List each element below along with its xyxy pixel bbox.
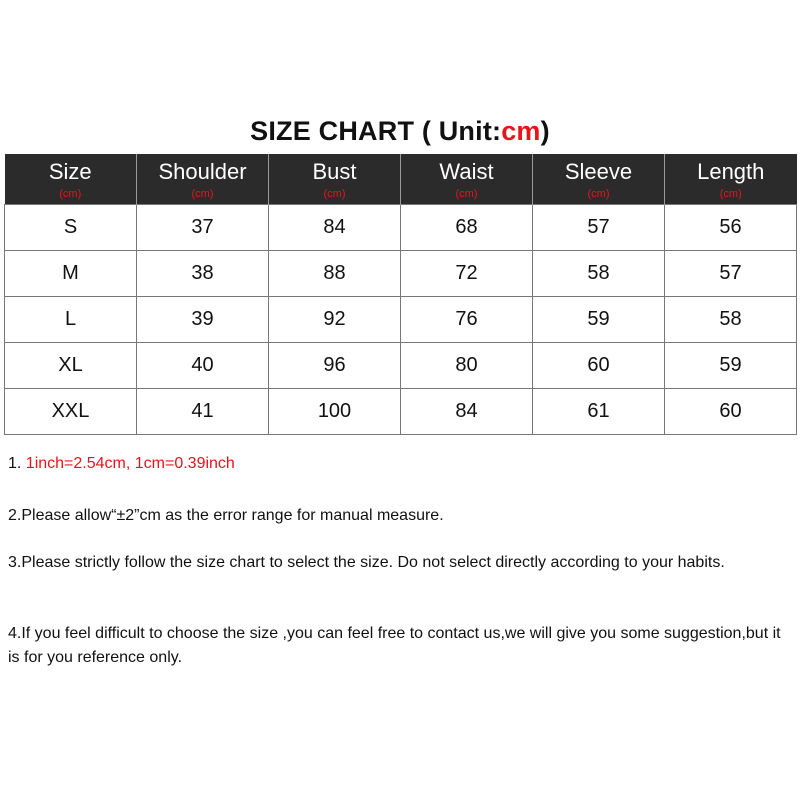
header-label: Waist (439, 159, 494, 184)
header-label: Size (48, 159, 92, 184)
header-label: Sleeve (564, 159, 633, 184)
cell-length: 56 (665, 205, 797, 251)
note-4: 4.If you feel difficult to choose the size ,you can feel free to contact us,we will give you some suggestion,but it is for you reference only. (8, 625, 781, 666)
cell-size: S (5, 205, 137, 251)
cell-bust: 84 (269, 205, 401, 251)
header-unit: (cm) (587, 188, 610, 200)
title-unit: cm (501, 116, 541, 146)
cell-size: XXL (5, 389, 137, 435)
note-1 (8, 452, 235, 476)
cell-shoulder: 40 (137, 343, 269, 389)
header-unit: (cm) (455, 188, 478, 200)
cell-length: 60 (665, 389, 797, 435)
note-2: 2.Please allow“±2”cm as the error range for manual measure. (8, 507, 444, 524)
column-header-size (5, 154, 137, 205)
cell-waist: 68 (401, 205, 533, 251)
note-3: 3.Please strictly follow the size chart to select the size. Do not select directly according to your habits. (8, 554, 725, 571)
cell-waist: 76 (401, 297, 533, 343)
cell-waist: 84 (401, 389, 533, 435)
header-label: Length (697, 159, 765, 184)
table-row (5, 343, 797, 389)
header-unit: (cm) (191, 188, 214, 200)
cell-waist: 72 (401, 251, 533, 297)
cell-sleeve: 57 (533, 205, 665, 251)
header-unit: (cm) (59, 188, 82, 200)
header-unit: (cm) (719, 188, 742, 200)
table-row (5, 251, 797, 297)
header-label: Bust (312, 159, 357, 184)
table-row (5, 205, 797, 251)
cell-shoulder: 39 (137, 297, 269, 343)
column-header-waist (401, 154, 533, 205)
cell-size: L (5, 297, 137, 343)
cell-bust: 88 (269, 251, 401, 297)
note-1-conversion: 1inch=2.54cm, 1cm=0.39inch (25, 455, 235, 472)
table-row (5, 297, 797, 343)
column-header-bust (269, 154, 401, 205)
cell-bust: 100 (269, 389, 401, 435)
table-row (5, 389, 797, 435)
header-label: Shoulder (158, 159, 247, 184)
cell-sleeve: 58 (533, 251, 665, 297)
page-title (0, 116, 800, 147)
cell-sleeve: 60 (533, 343, 665, 389)
note-1-prefix: 1. (8, 455, 26, 472)
cell-shoulder: 38 (137, 251, 269, 297)
cell-bust: 92 (269, 297, 401, 343)
cell-waist: 80 (401, 343, 533, 389)
cell-size: XL (5, 343, 137, 389)
cell-length: 58 (665, 297, 797, 343)
cell-sleeve: 59 (533, 297, 665, 343)
cell-bust: 96 (269, 343, 401, 389)
title-close: ) (540, 116, 550, 146)
table-header-row (5, 154, 797, 205)
cell-length: 59 (665, 343, 797, 389)
header-unit: (cm) (323, 188, 346, 200)
column-header-length (665, 154, 797, 205)
cell-sleeve: 61 (533, 389, 665, 435)
size-chart-table (4, 154, 797, 435)
cell-length: 57 (665, 251, 797, 297)
column-header-shoulder (137, 154, 269, 205)
title-text: SIZE CHART ( Unit: (250, 116, 502, 146)
cell-size: M (5, 251, 137, 297)
cell-shoulder: 41 (137, 389, 269, 435)
column-header-sleeve (533, 154, 665, 205)
cell-shoulder: 37 (137, 205, 269, 251)
